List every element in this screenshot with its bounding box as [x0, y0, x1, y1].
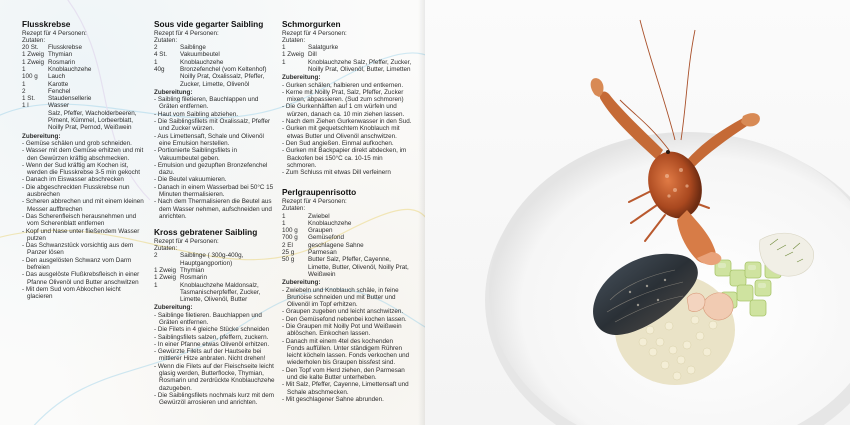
step-item: - Zum Schluss mit etwas Dill verfeinern	[282, 169, 391, 177]
ingredient-row	[22, 59, 144, 66]
ingredient-quantity: 1	[154, 281, 158, 289]
step-item: - Mit geschlagener Sahne abrunden.	[282, 395, 384, 403]
recipe-title: Sous vide gegarter Saibling	[154, 19, 264, 29]
prep-label: Zubereitung:	[282, 74, 321, 82]
ingredient-quantity: 1	[154, 58, 158, 66]
ingredient-quantity: 1 Zweig	[22, 51, 45, 59]
ingredient-row	[22, 110, 144, 132]
ingredient-quantity: 2	[154, 252, 158, 260]
step-item: - Kerne mit Noilly Prat, Salz, Pfeffer, Zucker mixen, abpassieren. (Sud zum schmoren)	[282, 88, 404, 104]
ingredient-list	[154, 252, 276, 303]
step-item: - Danach mit einem 4tel des kochenden Fonds auffüllen. Unter ständigem Rühren leicht köcheln lassen. Fonds verkochen und wiederholen bis Graupen bissfest sind.	[282, 337, 410, 367]
ingredient-row	[22, 102, 144, 109]
servings: Rezept für 4 Personen:	[282, 197, 347, 205]
prep-label: Zubereitung:	[282, 279, 321, 287]
step-item: - Gewürzte Filets auf der Hautseite bei mittlerer Hitze anbraten. Nicht drehen!	[154, 348, 266, 363]
ingredient-quantity: 1	[22, 80, 26, 88]
step-item: - Saiblinge filetieren. Bauchlappen und Gräten entfernen.	[154, 311, 262, 326]
ingredient-name: Rosmarin	[180, 274, 207, 282]
step-item: - Die Gurkenhälften auf 1 cm würfeln und würzen, danach ca. 10 min ziehen lassen.	[282, 103, 405, 118]
ingredient-quantity: 50 g	[282, 256, 295, 264]
ingredient-quantity: 1	[282, 44, 286, 52]
dish-photo	[425, 0, 850, 425]
step-item: - Danach in einem Wasserbad bei 50°C 15 Minuten thermalisieren.	[154, 183, 274, 199]
step-item: - Emulsion und gezupften Bronzefenchel dazu.	[154, 161, 268, 177]
step-item: - Nach dem Thermalisieren die Beutel aus dem Wasser nehmen, aufschneiden und anrichten.	[154, 198, 272, 220]
step-item: - Haut vom Saibling abziehen.	[154, 110, 239, 118]
step-item: - Wenn der Sud kräftig am Kochen ist, werden die Flusskrebse 3-5 min gekocht	[22, 161, 141, 177]
ingredient-quantity: 1	[282, 58, 286, 66]
ingredient-name: Parmesan	[308, 249, 337, 257]
recipe-title: Schmorgurken	[282, 19, 341, 29]
ingredient-list	[282, 44, 412, 73]
ingredient-quantity: 1	[22, 65, 26, 73]
ingredient-row	[282, 51, 412, 58]
ingredient-name: Salatgurke	[308, 44, 339, 52]
step-item: - Gurken mit Backpapier direkt abdecken, im Backofen bei 150°C ca. 10-15 min schmoren.	[282, 147, 407, 169]
ingredient-name: Knoblauchzehe	[308, 219, 352, 227]
recipe-kross	[154, 228, 276, 406]
servings: Rezept für 4 Personen:	[282, 29, 347, 37]
recipe-title: Flusskrebse	[22, 19, 71, 29]
ingredient-list	[22, 44, 144, 132]
ingredient-name: Wasser	[48, 102, 70, 110]
ingredient-quantity: 4 St.	[154, 51, 167, 59]
ingredient-row	[282, 242, 412, 249]
ingredient-row	[282, 59, 412, 74]
column-2	[154, 20, 276, 415]
step-item: - Das Scherenfleisch herausnehmen und vom Scherenblatt entfernen	[22, 212, 137, 228]
ingredient-row	[154, 44, 276, 51]
ingredient-row	[22, 51, 144, 58]
ingredient-name: Lauch	[48, 73, 66, 81]
ingredient-name: Vakuumbeutel	[180, 51, 220, 59]
ingredient-quantity: 2 El	[282, 241, 293, 249]
ingredient-row	[154, 66, 276, 88]
ingredient-name: Gemüsefond	[308, 234, 345, 242]
ingredient-quantity: 25 g	[282, 249, 295, 257]
ingredient-quantity: 2	[154, 44, 158, 52]
ingredient-quantity: 2	[22, 87, 26, 95]
ingredient-name: Fenchel	[48, 87, 71, 95]
ingredient-name: Thymian	[180, 266, 205, 274]
step-item: - Gemüse schälen und grob schneiden.	[22, 139, 132, 147]
ingredient-name: Bronzefenchel (vom Keltenhof) Noilly Prat, Oxalissalz, Pfeffer, Zucker, Limette, Olivenöl	[180, 65, 267, 88]
servings: Rezept für 4 Personen:	[154, 29, 219, 37]
ingredient-row	[154, 252, 276, 267]
ingredient-name: Knoblauchzehe	[48, 65, 92, 73]
ingredient-name: Knoblauchzehe	[180, 58, 224, 66]
step-item: - Das ausgelöste Flußkrebsfleisch in einer Pfanne Olivenöl und Butter anschwitzen	[22, 271, 140, 286]
ingredient-quantity: 1 l	[22, 102, 29, 110]
step-item: - Zwiebeln und Knoblauch schäle, in feine Brunoise schneiden und mit Butter und Olivenöl im Topf erhitzen.	[282, 286, 399, 309]
ingredient-quantity: 1 St.	[22, 95, 35, 103]
ingredient-row	[154, 59, 276, 66]
step-list	[154, 312, 276, 407]
column-1	[22, 20, 144, 308]
ingredient-row	[22, 73, 144, 80]
ingredient-row	[282, 44, 412, 51]
step-item: - Saiblingsfilets salzen, pfeffern, zuckern.	[154, 333, 269, 341]
ingredients-label: Zutaten:	[154, 245, 178, 253]
ingredient-quantity: 1 Zweig	[154, 266, 177, 274]
ingredient-name: Dill	[308, 51, 317, 59]
step-item: - Scheren abbrechen und mit einem kleinen Messer auffbrechen	[22, 198, 144, 213]
step-item: - Die Saiblingsfilets mit Oxalissalz, Pfeffer und Zucker würzen.	[154, 118, 271, 133]
ingredient-row	[154, 282, 276, 304]
step-item: - Das Schwanzstück vorsichtig aus dem Panzer lösen	[22, 242, 134, 257]
step-item: - Nach dem Ziehen Gurkenwasser in den Sud.	[282, 118, 412, 126]
step-item: - Wenn die Filets auf der Fleischseite leicht glasig werden, Butterflocke, Thymian, Rosmarin und zerdrückte Knoblauchzehe dazugeben.	[154, 362, 275, 392]
ingredient-name: geschlagene Sahne	[308, 241, 364, 249]
step-item: - Den Sud angießen. Einmal aufkochen.	[282, 139, 394, 147]
ingredient-row	[282, 227, 412, 234]
recipe-title: Perlgraupenrisotto	[282, 187, 357, 198]
ingredient-name: Flusskrebse	[48, 44, 82, 52]
ingredient-quantity: 1 Zweig	[154, 274, 177, 282]
step-item: - Aus Limettensaft, Schale und Olivenöl eine Emulsion herstellen.	[154, 132, 264, 147]
ingredient-quantity: 40g	[154, 65, 165, 73]
step-item: - Gurken schälen, halbieren und entkernen.	[282, 81, 404, 89]
step-item: - Die Beutel vakuumieren.	[154, 176, 227, 184]
ingredient-name: Staudensellerie	[48, 95, 92, 103]
step-item: - Mit Salz, Pfeffer, Cayenne, Limettensaft und Schale abschmecken.	[282, 381, 409, 396]
prep-label: Zubereitung:	[154, 304, 193, 312]
ingredient-row	[282, 234, 412, 241]
ingredient-quantity: 100 g	[282, 227, 298, 235]
step-item: - Danach im Eiswasser abschrecken	[22, 176, 124, 184]
right-page-photo	[425, 0, 850, 425]
step-item: - Saibling filetieren, Bauchlappen und Gräten entfernen.	[154, 96, 259, 111]
ingredient-name: Karotte	[48, 80, 69, 88]
ingredient-quantity: 100 g	[22, 73, 38, 81]
ingredient-name: Thymian	[48, 51, 73, 59]
recipe-title: Kross gebratener Saibling	[154, 227, 258, 238]
prep-label: Zubereitung:	[22, 132, 61, 140]
step-list	[22, 140, 144, 301]
ingredient-name: Saiblinge ( 300g-400g, Hauptgangportion)	[180, 252, 244, 267]
recipe-flusskrebse	[22, 20, 144, 300]
step-item: - Gurken mit gequetschtem Knoblauch mit etwas Butter und Olivenöl anschwitzen.	[282, 125, 400, 140]
step-item: - Mit dem Sud vom Abkochen leicht glacieren	[22, 285, 121, 301]
step-item: - Den Gemüsefond nebenbei kochen lassen.	[282, 315, 407, 323]
step-item: - Den Topf vom Herd ziehen, den Parmesan und die kalte Butter unterheben.	[282, 366, 405, 382]
ingredient-row	[22, 44, 144, 51]
ingredient-row	[154, 51, 276, 58]
ingredient-name: Rosmarin	[48, 58, 75, 66]
ingredient-name: Knoblauchzehe Maldonsalz, Tasmanischerpfeffer, Zucker, Limette, Olivenöl, Butter	[180, 281, 261, 304]
ingredient-quantity	[22, 110, 48, 132]
column-3	[282, 20, 412, 411]
recipe-sous-vide	[154, 20, 276, 220]
ingredient-row	[282, 213, 412, 220]
ingredients-label: Zutaten:	[282, 205, 306, 213]
ingredient-name: Zwiebel	[308, 212, 330, 220]
step-item: - Graupen zugeben und leicht anschwitzen.	[282, 308, 404, 316]
ingredient-name: Butter Salz, Pfeffer, Cayenne, Limette, Butter, Olivenöl, Noilly Prat, Weißwein	[308, 256, 409, 278]
ingredient-quantity: 20 St.	[22, 44, 39, 52]
ingredient-quantity: 700 g	[282, 234, 298, 242]
step-item: - In einer Pfanne etwas Olivenöl erhitzen.	[154, 340, 270, 348]
ingredient-quantity: 1 Zweig	[282, 51, 305, 59]
step-list	[282, 82, 412, 177]
servings: Rezept für 4 Personen:	[154, 237, 219, 245]
ingredient-name: Knoblauchzehe Salz, Pfeffer, Zucker, Noilly Prat, Olivenöl, Butter, Limetten	[308, 58, 412, 73]
step-item: - Portionierte Saiblingsfilets in Vakuumbeutel geben.	[154, 147, 237, 162]
ingredients-label: Zutaten:	[22, 36, 46, 44]
step-item: - Die abgeschreckten Flusskrebse nun ausbrechen	[22, 183, 130, 199]
prep-label: Zubereitung:	[154, 88, 193, 96]
ingredient-list	[154, 44, 276, 88]
recipe-perlgraupenrisotto	[282, 188, 412, 403]
ingredient-row	[154, 267, 276, 274]
ingredient-row	[282, 249, 412, 256]
ingredient-row	[22, 88, 144, 95]
servings: Rezept für 4 Personen:	[22, 29, 87, 37]
ingredient-row	[282, 256, 412, 278]
ingredient-row	[22, 81, 144, 88]
step-item: - Wasser mit dem Gemüse erhitzen und mit den Gewürzen kräftig abschmecken.	[22, 147, 144, 162]
ingredient-name: Graupen	[308, 227, 333, 235]
step-item: - Die Graupen mit Noilly Pot und Weißwein ablöschen. Einkochen lassen.	[282, 322, 402, 338]
ingredient-list	[282, 213, 412, 279]
ingredient-row	[22, 66, 144, 73]
ingredient-name: Saiblinge	[180, 44, 206, 52]
recipe-schmorgurken	[282, 20, 412, 176]
step-list	[282, 287, 412, 404]
ingredient-quantity: 1 Zweig	[22, 58, 45, 66]
step-item: - Den ausgelösten Schwanz vom Darm befreien	[22, 256, 132, 271]
ingredients-label: Zutaten:	[282, 36, 306, 44]
step-item: - Kopf und Nase unter fließendem Wasser putzen	[22, 227, 140, 242]
step-item: - Die Saiblingsfilets nochmals kurz mit dem Gewürzöl arrosieren und anrichten.	[154, 391, 275, 407]
ingredient-row	[22, 95, 144, 102]
step-item: - Die Filets in 4 gleiche Stücke schneiden	[154, 326, 270, 334]
step-list	[154, 96, 276, 220]
ingredient-row	[154, 274, 276, 281]
ingredient-quantity: 1	[282, 212, 286, 220]
ingredient-row	[282, 220, 412, 227]
ingredients-label: Zutaten:	[154, 36, 178, 44]
ingredient-quantity: 1	[282, 219, 286, 227]
ingredient-name: Salz, Pfeffer, Wacholderbeeren, Piment, Kümmel, Lorbeerblatt, Noilly Prat, Pernod, Weißwein	[48, 109, 137, 132]
